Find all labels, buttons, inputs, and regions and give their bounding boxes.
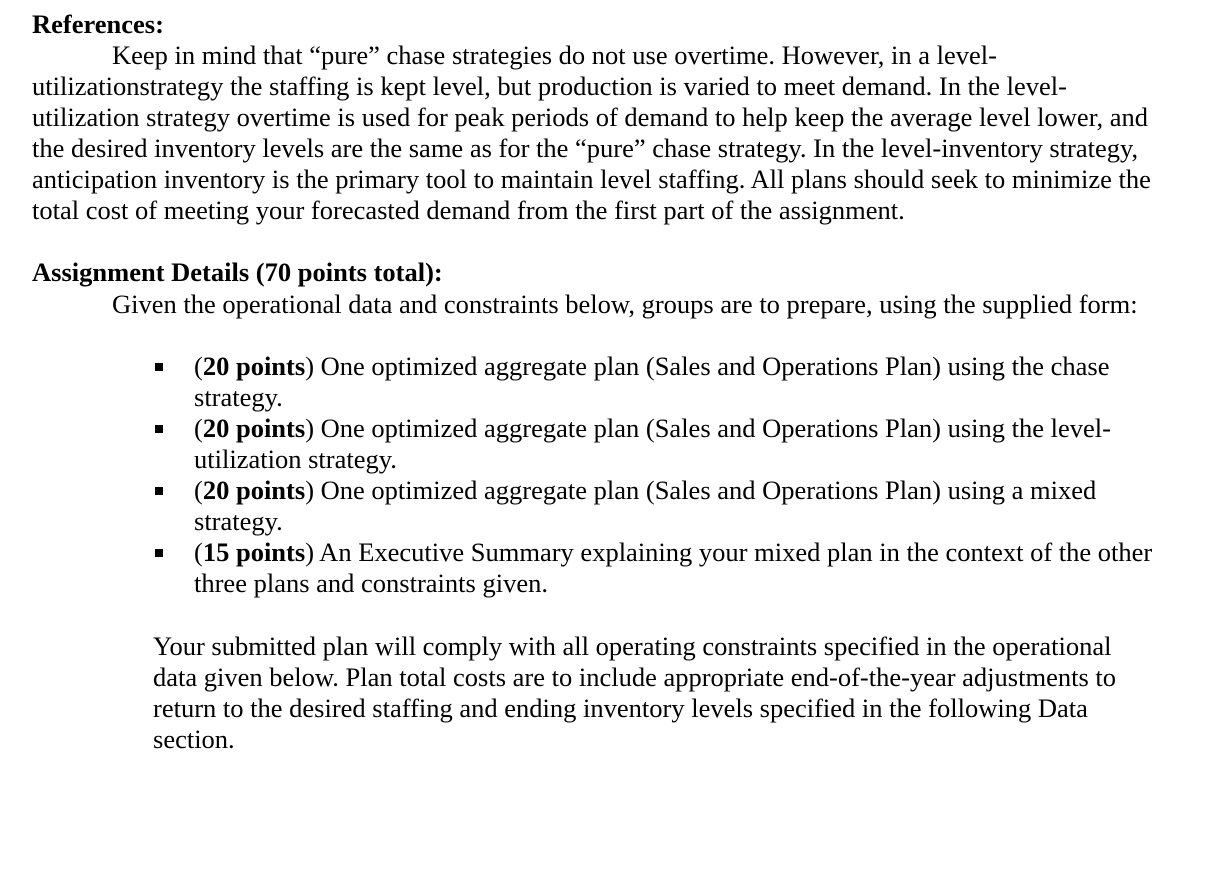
list-item-line: (20 points) One optimized aggregate plan (Sales and Operations Plan) using the chase: [194, 351, 1110, 381]
list-item-line: (20 points) One optimized aggregate plan (Sales and Operations Plan) using the level-: [194, 413, 1111, 443]
list-item: [152, 351, 1202, 413]
assignment-details-heading: Assignment Details (70 points total):: [32, 257, 443, 287]
compliance-line: return to the desired staffing and ending inventory levels specified in the following Data: [153, 693, 1088, 723]
references-line: total cost of meeting your forecasted demand from the first part of the assignment.: [32, 195, 905, 225]
list-item-line: three plans and constraints given.: [194, 568, 548, 598]
list-item-line: (15 points) An Executive Summary explaining your mixed plan in the context of the other: [194, 537, 1153, 567]
references-line: the desired inventory levels are the same as for the “pure” chase strategy. In the level-inventory strategy,: [32, 133, 1139, 163]
assignment-intro: Given the operational data and constraints below, groups are to prepare, using the supplied form:: [112, 289, 1138, 319]
list-item: [152, 413, 1202, 475]
points-label: 20 points: [202, 413, 306, 443]
references-paragraph: [32, 40, 1202, 226]
deliverables-list: [152, 351, 1202, 599]
list-item-line: strategy.: [194, 382, 283, 412]
list-item: [152, 537, 1202, 599]
references-line: utilizationstrategy the staffing is kept level, but production is varied to meet demand. In the level-: [32, 71, 1067, 101]
list-item-text: ) One optimized aggregate plan (Sales and Operations Plan) using the chase: [305, 351, 1110, 381]
references-heading: References:: [32, 9, 164, 39]
square-bullet-icon: [155, 549, 163, 557]
points-label: 20 points: [202, 475, 306, 505]
references-line: Keep in mind that “pure” chase strategies do not use overtime. However, in a level-: [112, 40, 997, 70]
list-item-text: ) One optimized aggregate plan (Sales and Operations Plan) using the level-: [305, 413, 1111, 443]
points-label: 15 points: [202, 537, 306, 567]
references-line: anticipation inventory is the primary tool to maintain level staffing. All plans should seek to minimize the: [32, 164, 1151, 194]
list-item-line: (20 points) One optimized aggregate plan (Sales and Operations Plan) using a mixed: [194, 475, 1097, 505]
references-line: utilization strategy overtime is used for peak periods of demand to help keep the average level lower, and: [32, 102, 1148, 132]
list-item-line: utilization strategy.: [194, 444, 397, 474]
square-bullet-icon: [155, 487, 163, 495]
list-item-line: strategy.: [194, 506, 283, 536]
compliance-line: Your submitted plan will comply with all operating constraints specified in the operational: [153, 631, 1112, 661]
points-label: 20 points: [202, 351, 306, 381]
list-item-text: ) One optimized aggregate plan (Sales and Operations Plan) using a mixed: [305, 475, 1097, 505]
list-item-text: ) An Executive Summary explaining your mixed plan in the context of the other: [305, 537, 1153, 567]
compliance-line: data given below. Plan total costs are to include appropriate end-of-the-year adjustments to: [153, 662, 1117, 692]
square-bullet-icon: [155, 425, 163, 433]
compliance-line: section.: [153, 724, 235, 754]
compliance-paragraph: [153, 631, 1203, 755]
list-item: [152, 475, 1202, 537]
square-bullet-icon: [155, 363, 163, 371]
